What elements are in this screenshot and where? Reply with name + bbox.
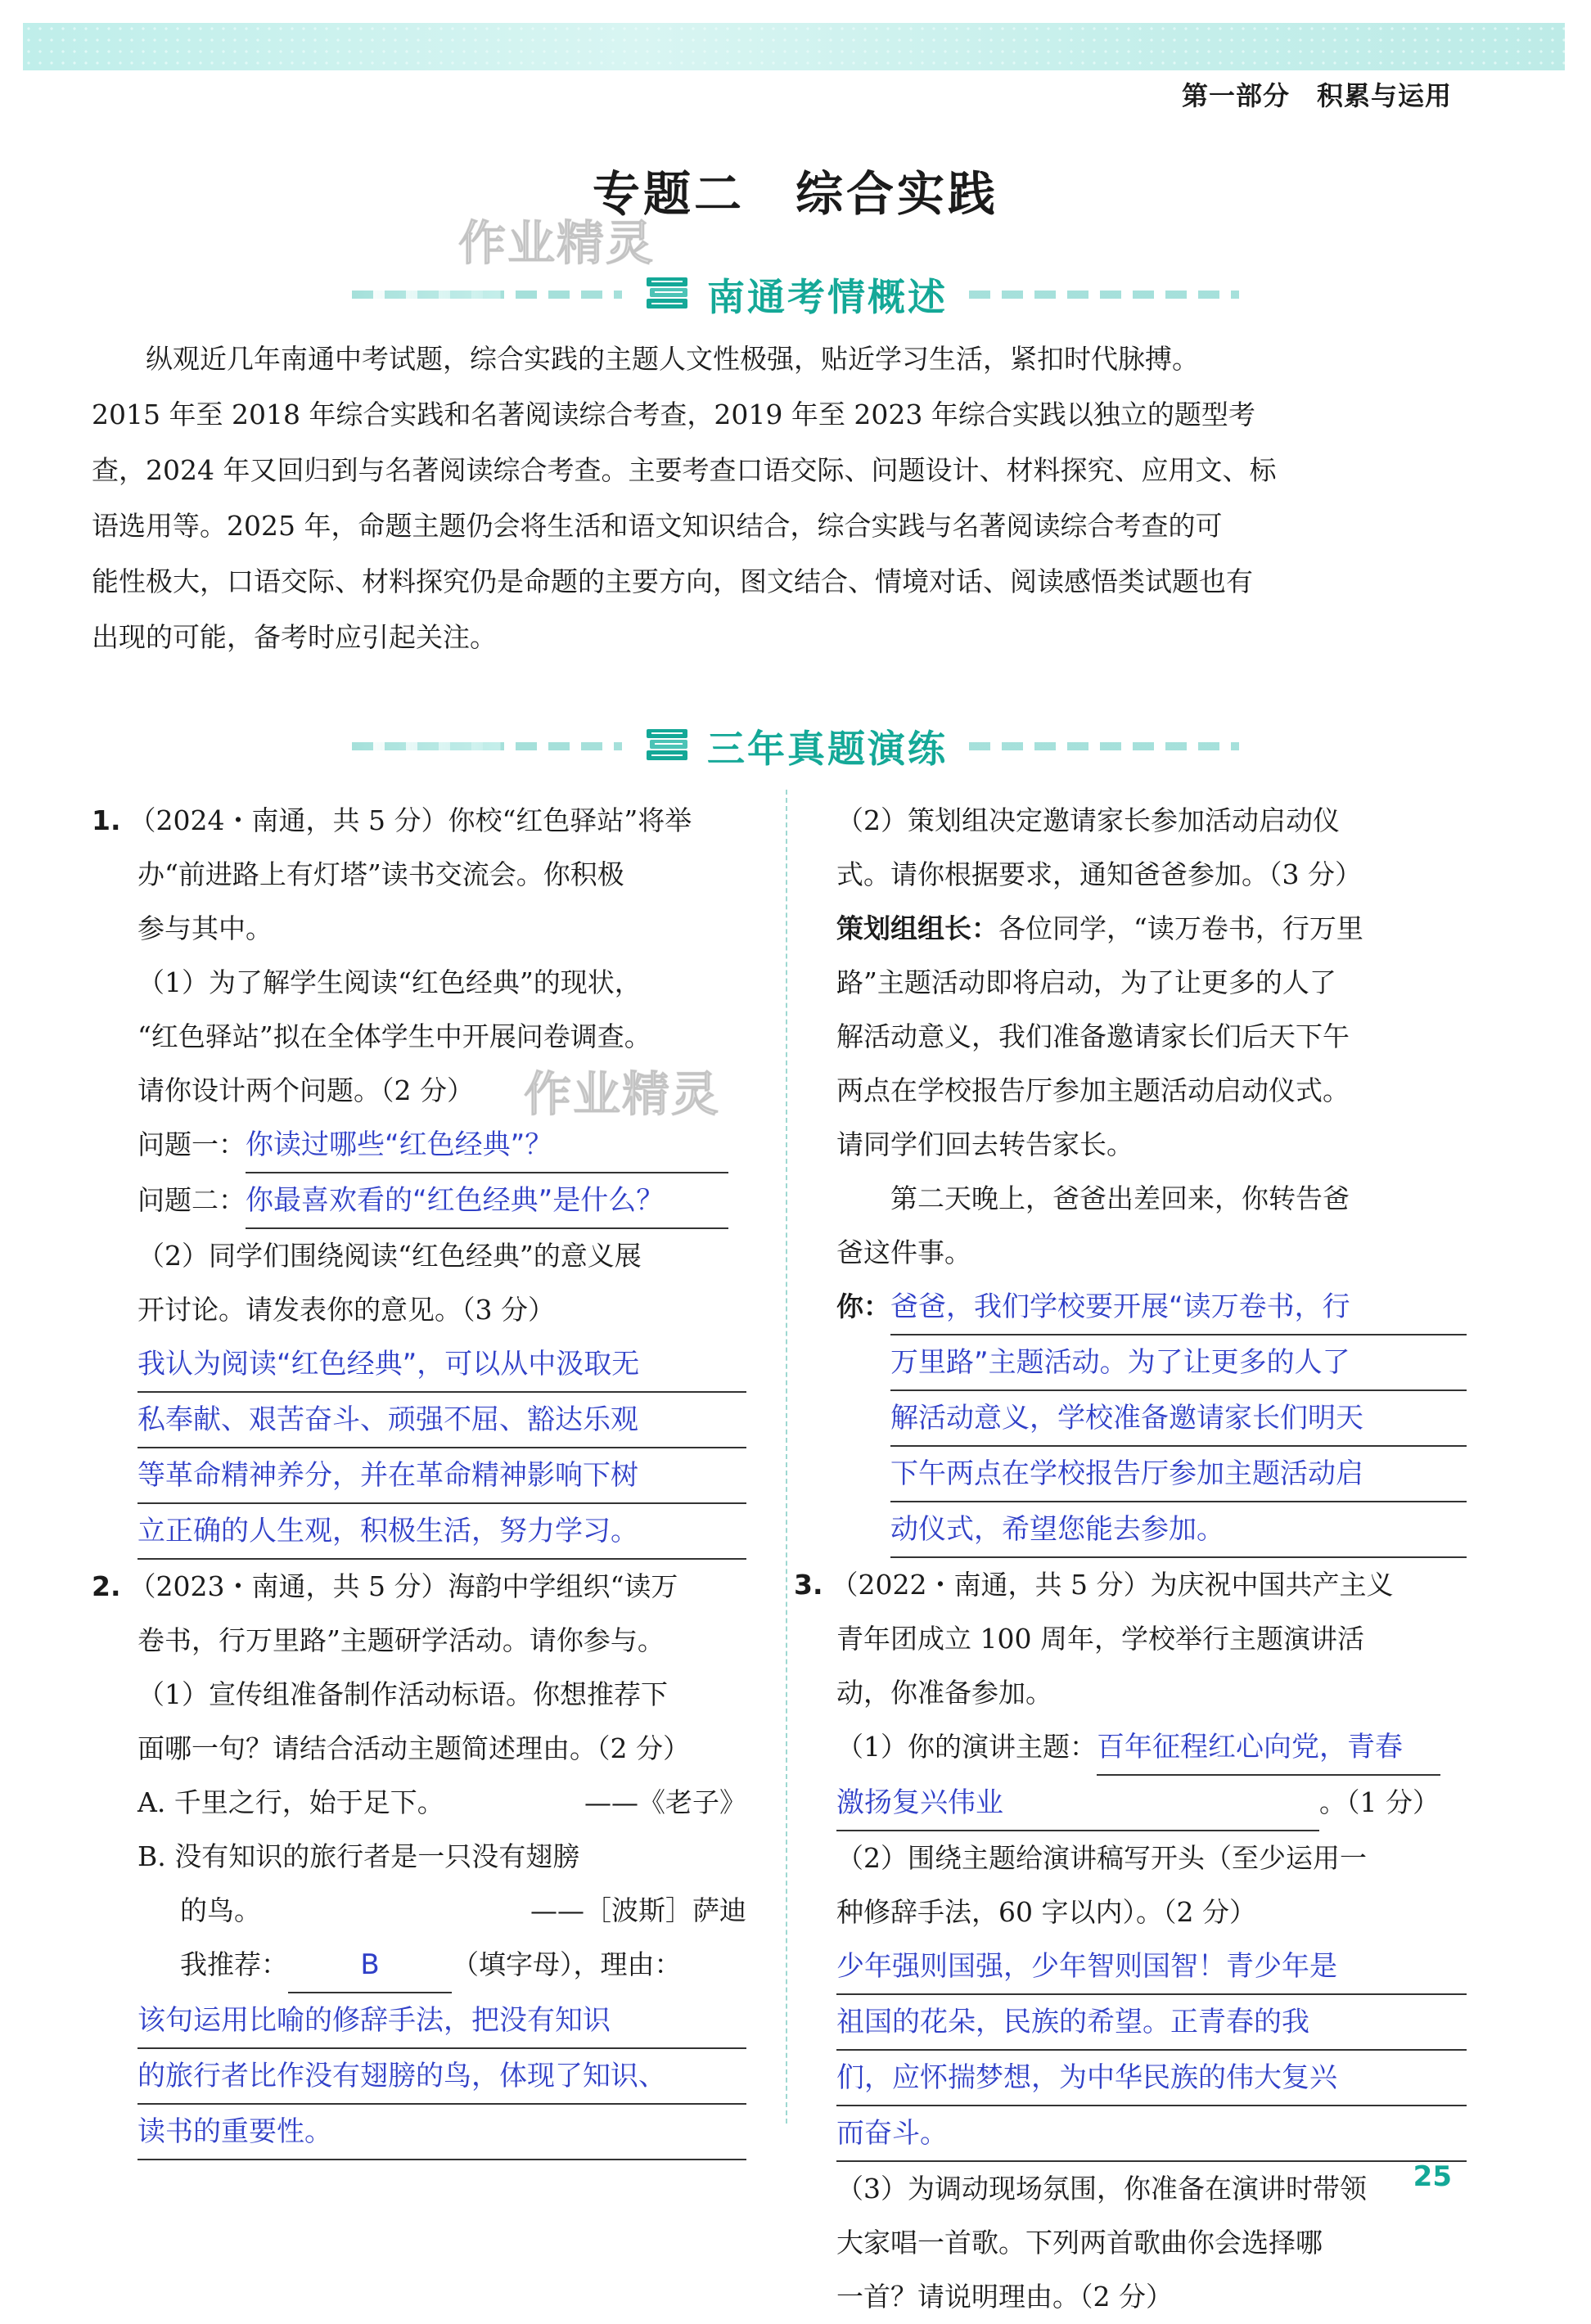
question-stem: 青年团成立 100 周年，学校举行主题演讲活 xyxy=(836,1623,1364,1655)
question-number: 3. xyxy=(794,1569,823,1601)
overview-line: 语选用等。2025 年，命题主题仍会将生活和语文知识结合，综合实践与名著阅读综合考查的可 xyxy=(92,510,1223,542)
overview-line: 纵观近几年南通中考试题，综合实践的主题人文性极强，贴近学习生活，紧扣时代脉搏。 xyxy=(146,343,1199,375)
recommend-label: 我推荐： xyxy=(180,1948,288,1980)
sub-question: “红色驿站”拟在全体学生中开展问卷调查。 xyxy=(137,1020,651,1052)
page-number: 25 xyxy=(1413,2160,1452,2193)
speech-text: 请同学们回去转告家长。 xyxy=(836,1128,1134,1160)
option-a: A. 千里之行，始于足下。 xyxy=(137,1786,444,1818)
answer-field[interactable]: 你读过哪些“红色经典”？ xyxy=(246,1118,728,1173)
speaker-label: 你： xyxy=(836,1290,890,1322)
scene-text: 爸这件事。 xyxy=(836,1236,971,1268)
overview-line: 查，2024 年又回归到与名著阅读综合考查。主要考查口语交际、问题设计、材料探究、应用文、标 xyxy=(92,454,1277,486)
books-icon xyxy=(643,726,691,767)
answer-field[interactable]: 激扬复兴伟业 xyxy=(836,1776,1319,1831)
answer-block[interactable]: 你： 爸爸，我们学校要开展“读万卷书，行 万里路”主题活动。为了让更多的人了 解活动意义，学校准备邀请家长们明天 下午两点在学校报告厅参加主题活动启 动仪式，希望您能去参加。 xyxy=(836,1280,1467,1558)
scene-text: 第二天晚上，爸爸出差回来，你转告爸 xyxy=(890,1182,1350,1214)
question-3 xyxy=(794,1558,1467,2324)
option-b: B. 没有知识的旅行者是一只没有翅膀 xyxy=(137,1840,580,1872)
answer-block[interactable]: 该句运用比喻的修辞手法，把没有知识 的旅行者比作没有翅膀的鸟，体现了知识、 读书的重要性。 xyxy=(92,1993,746,2160)
decorative-stripes xyxy=(352,742,622,750)
question-stem: （2023・南通，共 5 分）海韵中学组织“读万 xyxy=(128,1570,678,1602)
question-stem: 参与其中。 xyxy=(137,912,273,944)
answer-block[interactable]: 我认为阅读“红色经典”，可以从中汲取无 私奉献、艰苦奋斗、顽强不屈、豁达乐观 等革命精神养分，并在革命精神影响下树 立正确的人生观，积极生活，努力学习。 xyxy=(92,1337,746,1560)
sub-question: （1）你的演讲主题： xyxy=(836,1731,1097,1763)
speech-text: 解活动意义，我们准备邀请家长们后天下午 xyxy=(836,1020,1350,1052)
speech-text: 各位同学，“读万卷书，行万里 xyxy=(998,912,1363,944)
sub-question: 种修辞手法，60 字以内）。（2 分） xyxy=(836,1896,1256,1928)
option-source: ——［波斯］萨迪 xyxy=(530,1894,746,1926)
answer-field[interactable]: 百年征程红心向党，青春 xyxy=(1097,1720,1440,1776)
decorative-stripes xyxy=(969,290,1239,299)
section-header-overview xyxy=(0,262,1591,327)
speech-text: 两点在学校报告厅参加主题活动启动仪式。 xyxy=(836,1074,1350,1106)
question-2 xyxy=(92,1560,746,2160)
question-stem: 办“前进路上有灯塔”读书交流会。你积极 xyxy=(137,858,624,890)
overview-paragraph xyxy=(92,331,1450,665)
question-1 xyxy=(92,794,746,1560)
sub-question: （1）为了解学生阅读“红色经典”的现状， xyxy=(137,966,642,998)
sub-question: 式。请你根据要求，通知爸爸参加。（3 分） xyxy=(836,858,1362,890)
sub-question: 面哪一句？请结合活动主题简述理由。（2 分） xyxy=(137,1732,690,1764)
left-column xyxy=(92,794,746,2160)
question-stem: 卷书，行万里路”主题研学活动。请你参与。 xyxy=(137,1624,665,1656)
decorative-stripes xyxy=(969,742,1239,750)
right-column xyxy=(794,794,1467,2324)
recommend-label: （填字母），理由： xyxy=(452,1948,682,1980)
option-source: ——《老子》 xyxy=(584,1786,746,1818)
watermark: 作业精灵 xyxy=(524,1066,721,1122)
sub-question: （2）策划组决定邀请家长参加活动启动仪 xyxy=(836,804,1340,836)
header-band xyxy=(23,23,1565,70)
sub-question: 大家唱一首歌。下列两首歌曲你会选择哪 xyxy=(836,2227,1323,2259)
question-label: 问题二： xyxy=(137,1184,246,1216)
overview-line: 出现的可能，备考时应引起关注。 xyxy=(92,621,497,653)
sub-question: （3）为调动现场氛围，你准备在演讲时带领 xyxy=(836,2173,1367,2205)
overview-line: 能性极大，口语交际、材料探究仍是命题的主要方向，图文结合、情境对话、阅读感悟类试题也有 xyxy=(92,565,1253,597)
section-header-practice xyxy=(0,714,1591,779)
answer-field[interactable]: B xyxy=(288,1938,452,1993)
question-2-continued xyxy=(836,794,1467,1558)
question-stem: （2022・南通，共 5 分）为庆祝中国共产主义 xyxy=(831,1569,1394,1601)
question-stem: （2024・南通，共 5 分）你校“红色驿站”将举 xyxy=(128,804,692,836)
speaker-label: 策划组组长： xyxy=(836,912,998,944)
question-label: 问题一： xyxy=(137,1128,246,1160)
sub-question: 一首？请说明理由。（2 分） xyxy=(836,2281,1173,2313)
sub-question: （2）围绕主题给演讲稿写开头（至少运用一 xyxy=(836,1842,1367,1874)
question-stem: 动，你准备参加。 xyxy=(836,1677,1052,1709)
answer-block[interactable]: 少年强则国强，少年智则国智！青少年是 祖国的花朵，民族的希望。正青春的我 们，应怀揣梦想，为中华民族的伟大复兴 而奋斗。 xyxy=(794,1939,1467,2162)
question-number: 2. xyxy=(92,1570,121,1602)
answer-field[interactable]: 你最喜欢看的“红色经典”是什么？ xyxy=(246,1173,728,1229)
question-number: 1. xyxy=(92,804,121,836)
books-icon xyxy=(643,274,691,315)
column-divider xyxy=(786,790,787,2124)
page-title: 专题二 综合实践 xyxy=(592,166,998,222)
running-head: 第一部分 积累与运用 xyxy=(1181,80,1452,111)
sub-question: 请你设计两个问题。（2 分） xyxy=(137,1074,474,1106)
decorative-stripes xyxy=(352,290,622,299)
sub-question: 开讨论。请发表你的意见。（3 分） xyxy=(137,1294,555,1326)
sub-question: （2）同学们围绕阅读“红色经典”的意义展 xyxy=(137,1240,642,1272)
option-b: 的鸟。 xyxy=(180,1894,261,1926)
section-title-practice: 三年真题演练 xyxy=(707,727,948,771)
speech-text: 路”主题活动即将启动，为了让更多的人了 xyxy=(836,966,1336,998)
overview-line: 2015 年至 2018 年综合实践和名著阅读综合考查，2019 年至 2023 年综合实践以独立的题型考 xyxy=(92,399,1255,430)
sub-question: （1）宣传组准备制作活动标语。你想推荐下 xyxy=(137,1678,668,1710)
score-label: 。（1 分） xyxy=(1319,1786,1440,1818)
section-title-overview: 南通考情概述 xyxy=(707,275,948,319)
watermark: 作业精灵 xyxy=(458,215,656,271)
